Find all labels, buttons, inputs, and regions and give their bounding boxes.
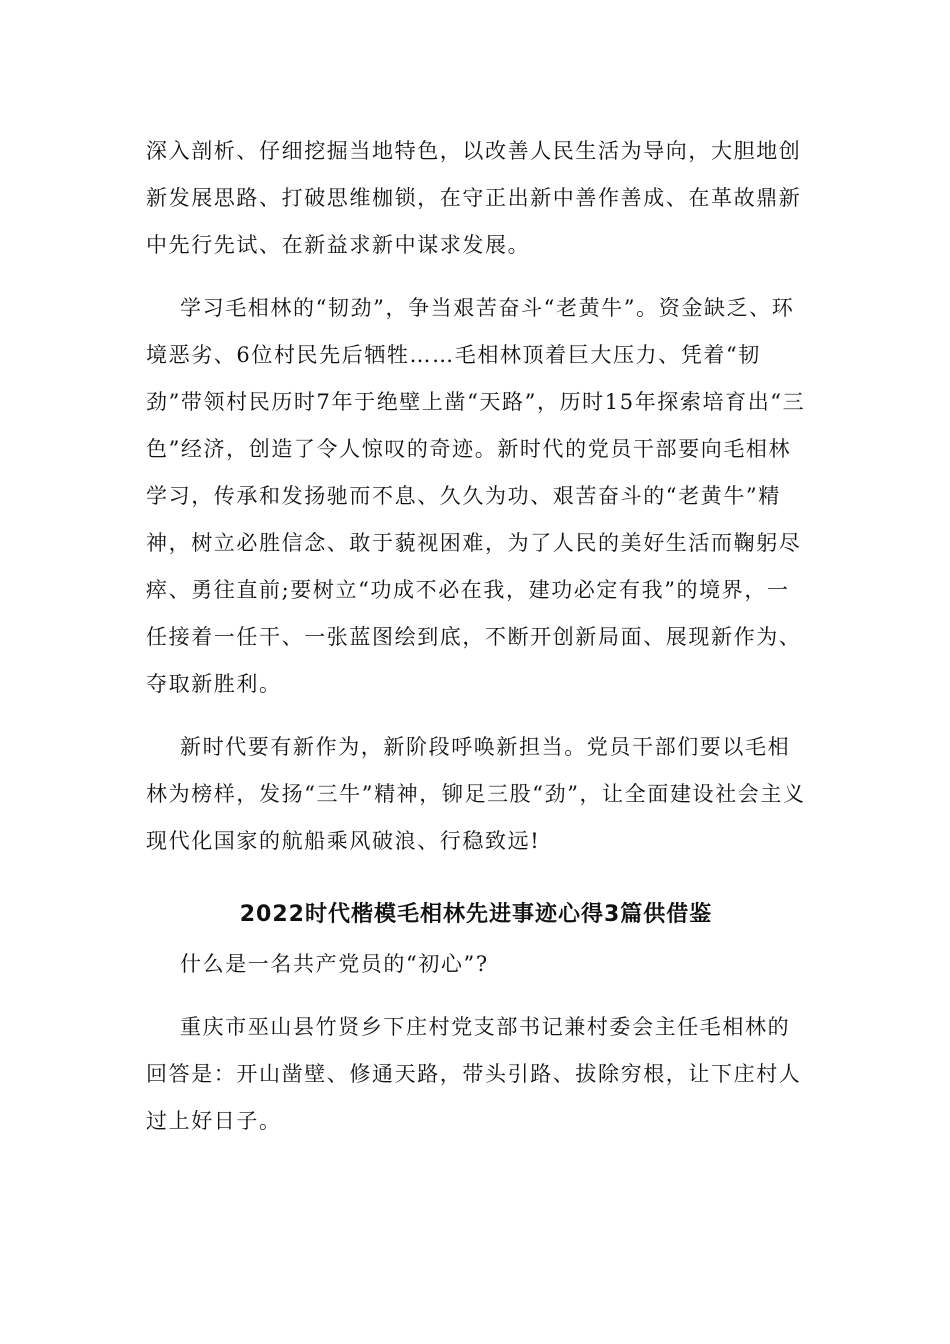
paragraph-gap	[146, 269, 806, 285]
paragraph-conclusion: 新时代要有新作为，新阶段呼唤新担当。党员干部们要以毛相林为榜样，发扬“三牛”精神，铆足三股“劲”，让全面建设社会主义现代化国家的航船乘风破浪、行稳致远!	[146, 735, 806, 853]
paragraph-continuation: 深入剖析、仔细挖掘当地特色，以改善人民生活为导向，大胆地创新发展思路、打破思维枷锁，在守正出新中善作善成、在革故鼎新中先行先试、在新益求新中谋求发展。	[146, 139, 802, 257]
paragraph-gap	[146, 708, 806, 724]
document-body	[146, 128, 806, 1145]
section-heading: 2022时代楷模毛相林先进事迹心得3篇供借鉴	[239, 902, 713, 927]
paragraph-answer: 重庆市巫山县竹贤乡下庄村党支部书记兼村委会主任毛相林的回答是：开山凿壁、修通天路，带头引路、拔除穷根，让下庄村人过上好日子。	[146, 1015, 802, 1133]
paragraph-gap	[146, 988, 806, 1004]
paragraph-question: 什么是一名共产党员的“初心”?	[180, 952, 489, 976]
paragraph-laohuangniu: 学习毛相林的“韧劲”，争当艰苦奋斗“老黄牛”。资金缺乏、环境恶劣、6位村民先后牺牲……毛相林顶着巨大压力、凭着“韧劲”带领村民历时7年于绝壁上凿“天路”，历时15年探索培育出“三色”经济，创造了令人惊叹的奇迹。新时代的党员干部要向毛相林学习，传承和发扬驰而不息、久久为功、艰苦奋斗的“老黄牛”精神，树立必胜信念、敢于藐视困难，为了人民的美好生活而鞠躬尽瘁、勇往直前;要树立“功成不必在我，建功必定有我”的境界，一任接着一任干、一张蓝图绘到底，不断开创新局面、展现新作为、夺取新胜利。	[146, 296, 806, 696]
